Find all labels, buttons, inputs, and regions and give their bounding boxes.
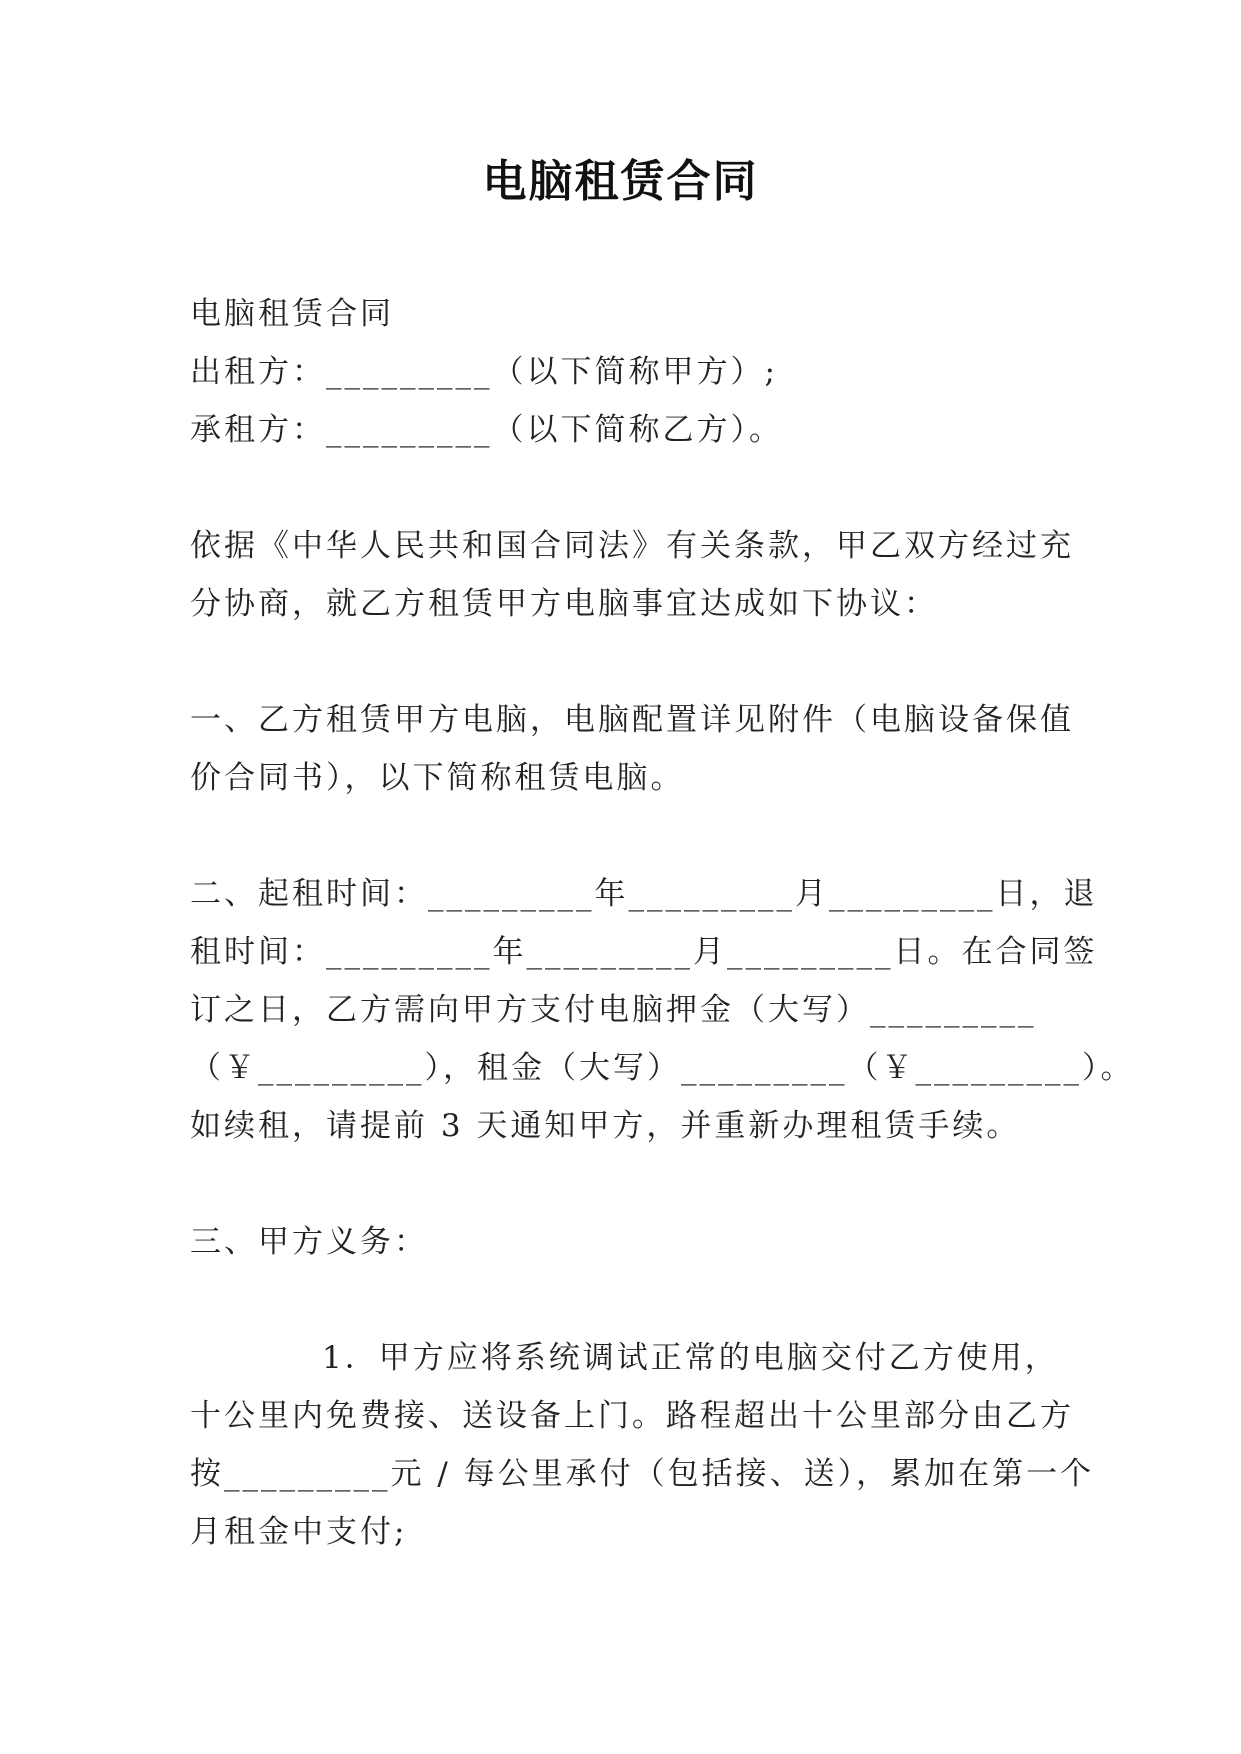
lessee-line: 承租方：_________（以下简称乙方）。 xyxy=(190,412,783,448)
paragraph-gap xyxy=(190,1155,1070,1213)
preamble-line: 分协商，就乙方租赁甲方电脑事宜达成如下协议： xyxy=(190,586,938,622)
paragraph-gap xyxy=(190,807,1070,865)
document-body xyxy=(190,285,1135,1561)
section3-item1-line: 1．甲方应将系统调试正常的电脑交付乙方使用， xyxy=(322,1340,1059,1376)
section3-item1-line: 月租金中支付; xyxy=(190,1514,408,1550)
section2-line: 二、起租时间：_________年_________月_________日，退 xyxy=(190,876,1098,912)
document-title: 电脑租赁合同 xyxy=(482,156,759,207)
section2-line: 订之日，乙方需向甲方支付电脑押金（大写）_________ xyxy=(190,992,1037,1028)
paragraph-gap xyxy=(190,1271,1070,1329)
paragraph-gap xyxy=(190,633,1070,691)
section1-line: 价合同书），以下简称租赁电脑。 xyxy=(190,760,685,796)
section2-line: 如续租，请提前 3 天通知甲方，并重新办理租赁手续。 xyxy=(190,1108,1021,1144)
paragraph-gap xyxy=(190,459,1070,517)
section3-heading: 三、甲方义务： xyxy=(190,1224,428,1260)
section3-item1-line: 按_________元 / 每公里承付（包括接、送），累加在第一个 xyxy=(190,1456,1095,1492)
section2-line: （￥_________），租金（大写）_________（￥_________）。 xyxy=(190,1050,1135,1086)
contract-heading: 电脑租赁合同 xyxy=(190,296,394,332)
preamble-line: 依据《中华人民共和国合同法》有关条款，甲乙双方经过充 xyxy=(190,528,1074,564)
section1-line: 一、乙方租赁甲方电脑，电脑配置详见附件（电脑设备保值 xyxy=(190,702,1074,738)
section3-item1-line: 十公里内免费接、送设备上门。路程超出十公里部分由乙方 xyxy=(190,1398,1074,1434)
section2-line: 租时间：_________年_________月_________日。在合同签 xyxy=(190,934,1098,970)
lessor-line: 出租方：_________（以下简称甲方）; xyxy=(190,354,778,390)
